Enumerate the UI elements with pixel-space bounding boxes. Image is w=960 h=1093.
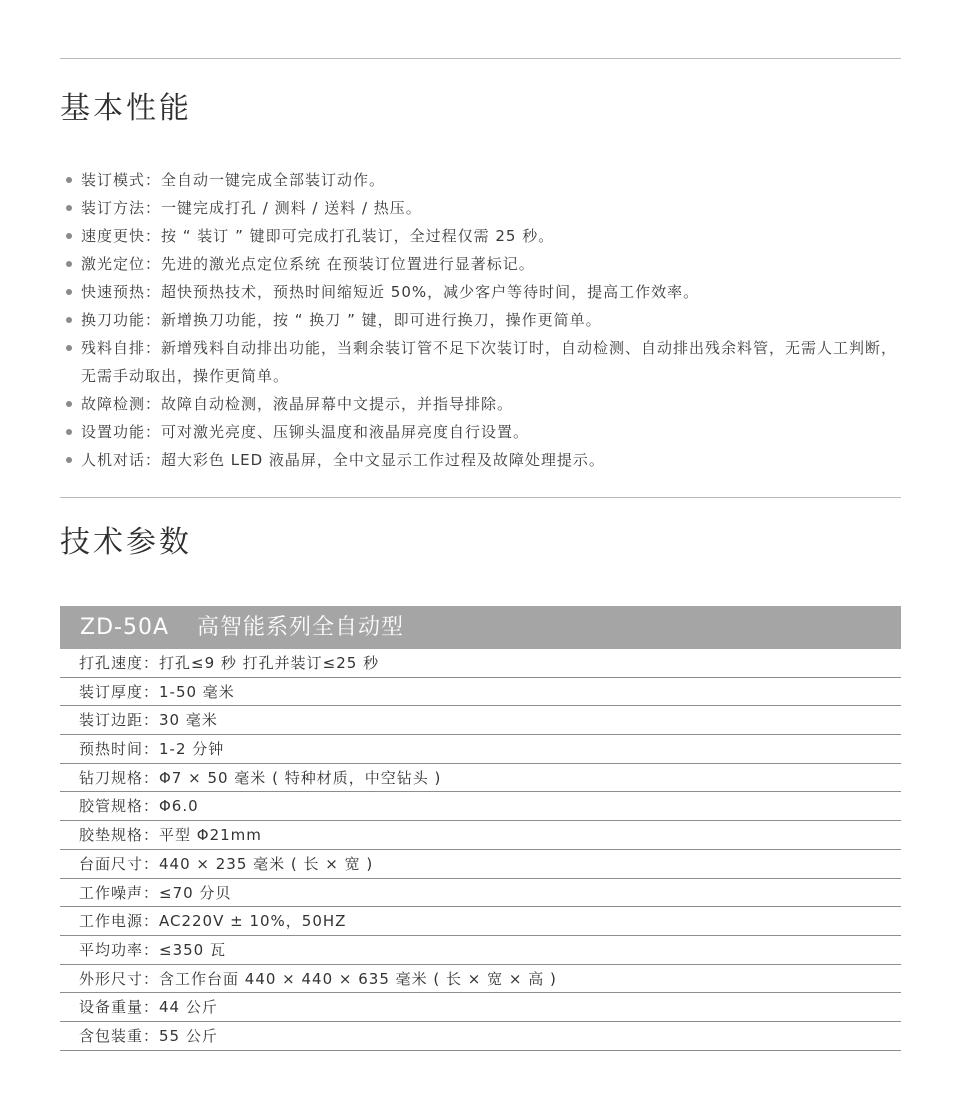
spec-row: 装订边距：30 毫米 xyxy=(60,706,901,735)
bullet-icon xyxy=(66,345,72,351)
spec-table xyxy=(60,606,901,1051)
feature-text: 残料自排：新增残料自动排出功能，当剩余装订管不足下次装订时，自动检测、自动排出残余料管，无需人工判断，无需手动取出，操作更简单。 xyxy=(81,339,898,385)
feature-text: 装订方法：一键完成打孔 / 测料 / 送料 / 热压。 xyxy=(81,199,422,217)
bullet-icon xyxy=(66,289,72,295)
performance-section-title: 基本性能 xyxy=(60,91,192,126)
top-divider xyxy=(60,58,901,59)
feature-item xyxy=(64,194,900,222)
model-name: ZD-50A xyxy=(80,615,169,640)
spec-row: 台面尺寸：440 × 235 毫米 ( 长 × 宽 ) xyxy=(60,850,901,879)
feature-text: 速度更快：按 “ 装订 ” 键即可完成打孔装订，全过程仅需 25 秒。 xyxy=(81,227,555,245)
spec-row: 装订厚度：1-50 毫米 xyxy=(60,678,901,707)
bullet-icon xyxy=(66,205,72,211)
feature-item xyxy=(64,278,900,306)
middle-divider xyxy=(60,497,901,498)
spec-row: 工作噪声：≤70 分贝 xyxy=(60,879,901,908)
specs-section-title: 技术参数 xyxy=(60,525,192,560)
bullet-icon xyxy=(66,317,72,323)
feature-item xyxy=(64,250,900,278)
model-description: 高智能系列全自动型 xyxy=(197,615,405,640)
feature-item xyxy=(64,166,900,194)
spec-row: 外形尺寸：含工作台面 440 × 440 × 635 毫米 ( 长 × 宽 × 高 ) xyxy=(60,965,901,994)
bullet-icon xyxy=(66,261,72,267)
spec-row: 打孔速度：打孔≤9 秒 打孔并装订≤25 秒 xyxy=(60,649,901,678)
spec-row: 预热时间：1-2 分钟 xyxy=(60,735,901,764)
feature-text: 激光定位：先进的激光点定位系统 在预装订位置进行显著标记。 xyxy=(81,255,535,273)
feature-item xyxy=(64,390,900,418)
feature-item xyxy=(64,446,900,474)
feature-item xyxy=(64,334,900,390)
feature-text: 设置功能：可对激光亮度、压铆头温度和液晶屏亮度自行设置。 xyxy=(81,423,530,441)
feature-item xyxy=(64,418,900,446)
feature-text: 人机对话：超大彩色 LED 液晶屏，全中文显示工作过程及故障处理提示。 xyxy=(81,451,605,469)
bullet-icon xyxy=(66,177,72,183)
feature-text: 装订模式：全自动一键完成全部装订动作。 xyxy=(81,171,386,189)
bullet-icon xyxy=(66,233,72,239)
spec-row: 钻刀规格：Φ7 × 50 毫米 ( 特种材质，中空钻头 ) xyxy=(60,764,901,793)
spec-row: 工作电源：AC220V ± 10%，50HZ xyxy=(60,907,901,936)
spec-row: 设备重量：44 公斤 xyxy=(60,993,901,1022)
feature-list xyxy=(64,166,900,474)
bullet-icon xyxy=(66,401,72,407)
bullet-icon xyxy=(66,429,72,435)
feature-text: 快速预热：超快预热技术，预热时间缩短近 50%，减少客户等待时间，提高工作效率。 xyxy=(81,283,700,301)
feature-item xyxy=(64,222,900,250)
feature-item xyxy=(64,306,900,334)
spec-rows xyxy=(60,649,901,1051)
spec-row: 含包装重：55 公斤 xyxy=(60,1022,901,1051)
feature-text: 故障检测：故障自动检测，液晶屏幕中文提示，并指导排除。 xyxy=(81,395,514,413)
spec-row: 胶管规格：Φ6.0 xyxy=(60,792,901,821)
bullet-icon xyxy=(66,457,72,463)
feature-text: 换刀功能：新增换刀功能，按 “ 换刀 ” 键，即可进行换刀，操作更简单。 xyxy=(81,311,602,329)
spec-table-header xyxy=(60,606,901,649)
spec-row: 胶垫规格：平型 Φ21mm xyxy=(60,821,901,850)
spec-row: 平均功率：≤350 瓦 xyxy=(60,936,901,965)
